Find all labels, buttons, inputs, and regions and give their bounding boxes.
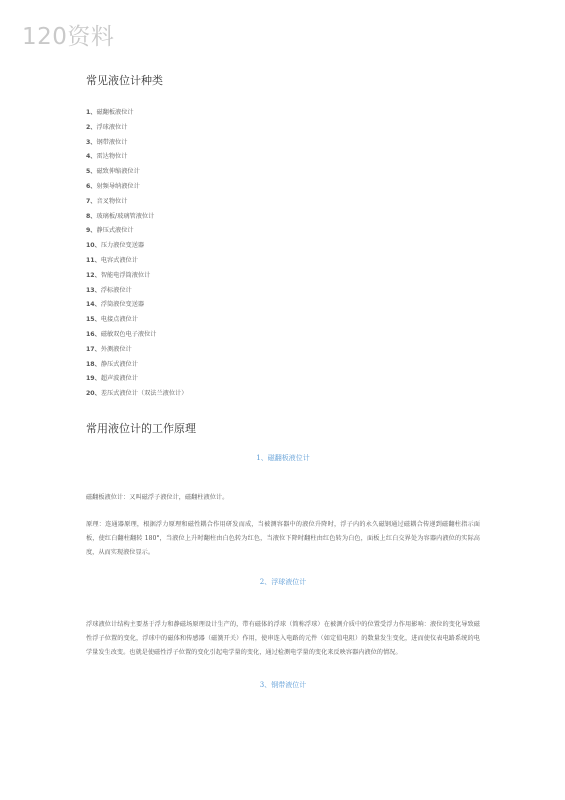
list-item: 15、电接点液位计	[86, 316, 138, 324]
subheading-magnetic-flap: 1、磁翻板液位计	[256, 453, 310, 462]
list-item: 9、静压式液位计	[86, 227, 134, 235]
list-item: 5、磁致伸缩液位计	[86, 168, 140, 176]
document-content	[86, 72, 480, 691]
list-item: 16、磁敏双色电子液位计	[86, 330, 157, 338]
list-item: 10、压力液位变送器	[86, 242, 145, 250]
list-item: 2、浮球液位计	[86, 123, 128, 131]
list-item: 14、浮筒液位变送器	[86, 301, 145, 309]
list-item: 7、音叉物位计	[86, 197, 128, 205]
level-gauge-type-list	[86, 106, 480, 402]
watermark: 120资料	[22, 24, 115, 50]
section-title-principles: 常用液位计的工作原理	[86, 421, 196, 435]
list-item: 6、射频导纳液位计	[86, 182, 140, 190]
section-title-types: 常见液位计种类	[86, 74, 163, 87]
list-item: 4、雷达物位计	[86, 153, 128, 161]
list-item: 17、外测液位计	[86, 345, 132, 353]
list-item: 11、电容式液位计	[86, 256, 138, 264]
list-item: 20、差压式液位计（双法兰液位计）	[86, 390, 188, 398]
list-item: 3、钢带液位计	[86, 138, 128, 146]
list-item: 13、浮标液位计	[86, 286, 132, 294]
list-item: 19、超声波液位计	[86, 375, 138, 383]
list-item: 1、磁翻板液位计	[86, 109, 134, 116]
paragraph-magnetic-flap-intro: 磁翻板液位计：又叫磁浮子液位计，磁翻柱液位计。	[86, 493, 229, 501]
paragraph-float-ball-principle: 浮球液位计结构主要基于浮力和静磁场原理设计生产的，带有磁体的浮球（简称浮球）在被测介质中的位置受浮力作用影响：液位的变化导致磁性浮子位置的变化，浮球中的磁体和传感器（磁簧开关）作用，使串连入电路的元件（如定值电阻）的数量发生变化，进而使仪表电路系统的电学量发生改变。也就是使磁性浮子位置的变化引起电学量的变化，通过检测电学量的变化来反映容器内液位的情况。	[86, 620, 480, 656]
subheading-float-ball: 2、浮球液位计	[259, 577, 307, 586]
list-item: 18、静压式液位计	[86, 360, 138, 368]
paragraph-magnetic-flap-principle: 原理：连通器原理，根据浮力原理和磁性耦合作用研发而成，当被测容器中的液位升降时，浮子内的永久磁钢通过磁耦合传递到磁翻柱指示面板，使红白翻柱翻转 180°，当液位上升时翻柱由白色转为红色，当液位下降时翻柱由红色转为白色，面板上红白交界处为容器内液位的实际高度，从而实现液位显示。	[86, 520, 480, 556]
list-item: 12、智能电浮筒液位计	[86, 271, 151, 279]
subheading-steel-belt: 3、钢带液位计	[259, 680, 307, 689]
list-item: 8、玻璃板/玻璃管液位计	[86, 212, 155, 220]
